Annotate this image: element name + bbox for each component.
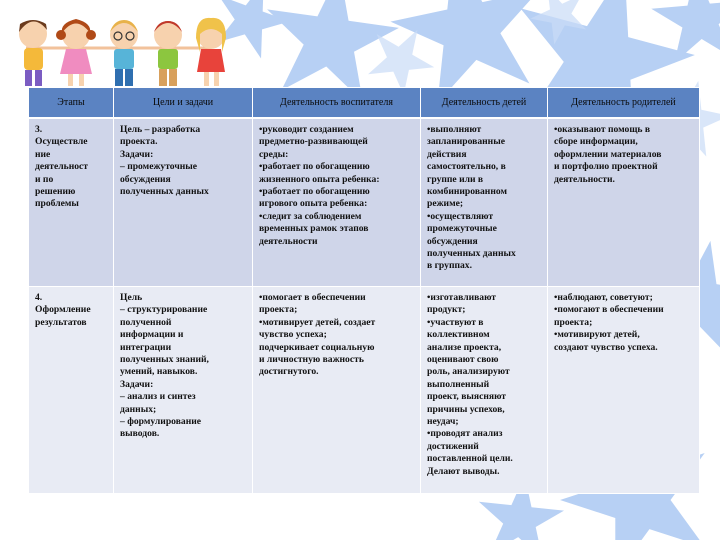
cell-line: подчеркивает социальную [259, 341, 375, 353]
cell-line: и портфолио проектной [554, 161, 658, 173]
cell-line: •оказывают помощь в [554, 124, 651, 135]
cell-teacher [253, 118, 421, 287]
cell-line: проекта; [259, 304, 298, 316]
cell-line: среды: [259, 148, 289, 160]
cell-line: проекта. [120, 136, 158, 148]
cell-line: и личностную важность [259, 354, 364, 366]
cell-line: игрового опыта ребенка: [259, 198, 368, 210]
cell-line: деятельности [259, 235, 318, 247]
project-stages-table [28, 87, 700, 494]
cell-line: Задачи: [120, 148, 154, 160]
cell-line: •проводят анализ [427, 428, 503, 440]
cell-line: •изготавливают [427, 292, 497, 303]
cell-line: и по [35, 173, 54, 185]
cell-line: – промежуточные [120, 161, 198, 173]
cell-line: решению [35, 186, 76, 198]
header-parents: Деятельность родителей [548, 88, 700, 119]
header-stages: Этапы [29, 88, 114, 119]
cell-stage [29, 287, 114, 494]
cell-line: деятельности. [554, 173, 615, 185]
cell-line: полученных данных [120, 186, 209, 198]
cell-line: жизненного опыта ребенка: [259, 173, 380, 185]
cell-line: промежуточные [427, 223, 497, 235]
cell-line: 3. [35, 124, 43, 135]
cell-line: достижений [427, 440, 479, 452]
cell-line: информации и [120, 329, 184, 341]
cell-line: причины успехов, [427, 403, 505, 415]
cell-line: сборе информации, [554, 136, 638, 148]
cell-line: •следит за соблюдением [259, 210, 362, 222]
cell-line: оформлении материалов [554, 148, 662, 160]
cell-line: •помогает в обеспечении [259, 292, 366, 303]
cell-line: Задачи: [120, 378, 154, 390]
cell-line: деятельност [35, 161, 89, 173]
cell-line: предметно-развивающей [259, 136, 368, 148]
cell-line: временных рамок этапов [259, 223, 369, 235]
cell-line: •выполняют [427, 124, 482, 135]
cell-line: •мотивирует детей, создает [259, 316, 376, 328]
cell-line: •осуществляют [427, 210, 494, 222]
child-figure [56, 19, 96, 86]
cell-line: ние [35, 148, 51, 160]
cell-line: Осуществле [35, 136, 88, 148]
cell-line: •работает по обогащению [259, 161, 370, 173]
cell-line: продукт; [427, 304, 466, 316]
cell-line: проект, выясняют [427, 391, 506, 403]
child-figure [196, 18, 226, 86]
child-figure [154, 21, 182, 86]
cell-teacher [253, 287, 421, 494]
table-header-row [29, 88, 700, 119]
children-holding-hands-icon [6, 8, 231, 90]
cell-goals [114, 287, 253, 494]
cell-line: •участвуют в [427, 316, 484, 328]
cell-line: роль, анализируют [427, 366, 510, 378]
cell-line: полученных знаний, [120, 354, 209, 366]
header-teacher: Деятельность воспитателя [253, 88, 421, 119]
cell-line: полученных данных [427, 248, 516, 260]
header-children: Деятельность детей [421, 88, 548, 119]
cell-line: проекта; [554, 316, 593, 328]
cell-line: результатов [35, 316, 87, 328]
cell-line: •мотивируют детей, [554, 329, 640, 341]
cell-line: в группах. [427, 260, 472, 272]
child-figure [19, 20, 47, 86]
cell-line: обсуждения [120, 173, 171, 185]
cell-line: комбинированном [427, 186, 508, 198]
cell-line: неудач; [427, 416, 459, 428]
cell-line: коллективном [427, 329, 490, 341]
cell-line: достигнутого. [259, 366, 319, 378]
cell-line: •наблюдают, советуют; [554, 292, 653, 303]
cell-stage [29, 118, 114, 287]
cell-line: группе или в [427, 173, 484, 185]
cell-line: проблемы [35, 198, 79, 210]
cell-line: анализе проекта, [427, 341, 502, 353]
cell-line: поставленной цели. [427, 453, 513, 465]
cell-line: •помогают в обеспечении [554, 304, 664, 316]
child-figure [110, 20, 138, 86]
cell-line: Цель [120, 292, 143, 303]
header-goals: Цели и задачи [114, 88, 253, 119]
cell-line: – структурирование [120, 304, 208, 316]
cell-line: Делают выводы. [427, 465, 500, 477]
cell-line: 4. [35, 292, 43, 303]
cell-goals [114, 118, 253, 287]
cell-line: выводов. [120, 428, 160, 440]
cell-line: интеграции [120, 341, 172, 353]
cell-line: режиме; [427, 198, 464, 210]
cell-line: Оформление [35, 304, 91, 316]
cell-children [421, 118, 548, 287]
cell-parents [548, 287, 700, 494]
cell-line: Цель – разработка [120, 124, 201, 135]
cell-line: умений, навыков. [120, 366, 198, 378]
cell-line: действия [427, 148, 467, 160]
cell-line: – анализ и синтез [120, 391, 196, 403]
cell-parents [548, 118, 700, 287]
table-row [29, 287, 700, 494]
cell-line: – формулирование [120, 416, 202, 428]
cell-children [421, 287, 548, 494]
cell-line: полученной [120, 316, 172, 328]
cell-line: обсуждения [427, 235, 478, 247]
table-row [29, 118, 700, 287]
cell-line: •работает по обогащению [259, 186, 370, 198]
cell-line: самостоятельно, в [427, 161, 506, 173]
cell-line: оценивают свою [427, 354, 499, 366]
cell-line: выполненный [427, 378, 490, 390]
cell-line: создают чувство успеха. [554, 341, 658, 353]
cell-line: данных; [120, 403, 157, 415]
cell-line: запланированные [427, 136, 505, 148]
cell-line: •руководит созданием [259, 124, 354, 135]
cell-line: чувство успеха; [259, 329, 327, 341]
